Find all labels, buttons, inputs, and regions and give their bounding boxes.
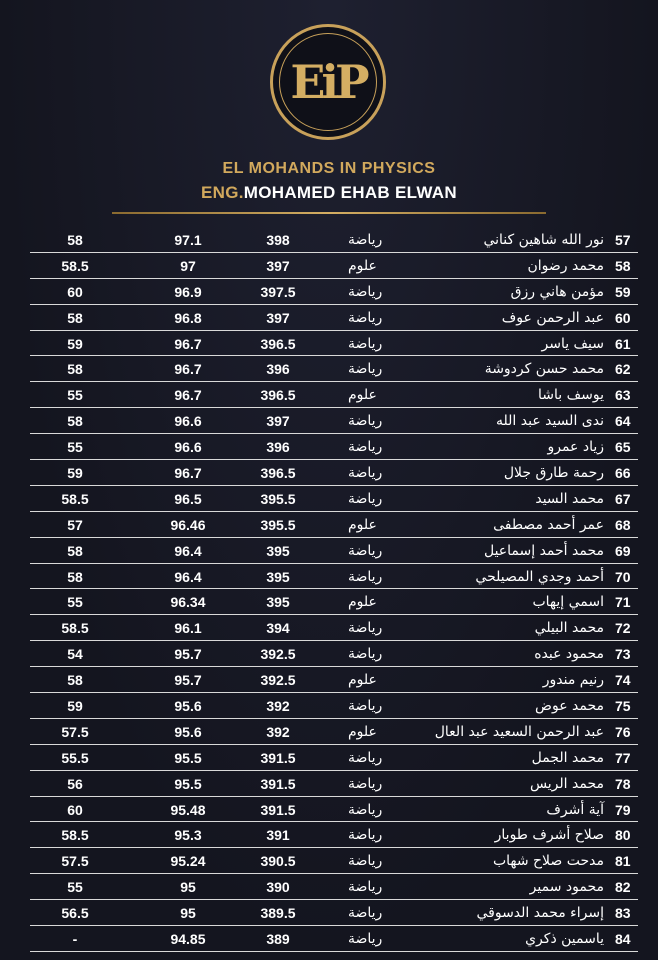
track-cell: رياضة [348, 335, 383, 352]
percentage-cell: 96.7 [174, 335, 202, 352]
track-cell: علوم [348, 594, 377, 611]
table-row [30, 926, 638, 952]
track-cell: رياضة [348, 620, 383, 637]
total-score-cell: 395 [266, 542, 290, 559]
table-row [30, 538, 638, 564]
physics-score-cell: - [72, 931, 78, 948]
rank-cell: 67 [615, 490, 631, 507]
percentage-cell: 95 [180, 879, 196, 896]
table-row [30, 797, 638, 823]
student-name-cell: رنيم مندور [542, 672, 604, 689]
table-row [30, 641, 638, 667]
percentage-cell: 96.8 [174, 309, 202, 326]
rank-cell: 80 [615, 827, 631, 844]
student-name-cell: محمد الريس [529, 775, 604, 792]
table-row [30, 356, 638, 382]
total-score-cell: 397 [266, 309, 290, 326]
physics-score-cell: 59 [67, 698, 83, 715]
track-cell: رياضة [348, 749, 383, 766]
percentage-cell: 97 [180, 257, 196, 274]
physics-score-cell: 55.5 [61, 749, 89, 766]
track-cell: رياضة [348, 646, 383, 663]
table-row [30, 564, 638, 590]
physics-score-cell: 58 [67, 309, 83, 326]
physics-score-cell: 58.5 [61, 490, 89, 507]
table-row [30, 331, 638, 357]
rank-cell: 73 [615, 646, 631, 663]
student-name-cell: يوسف باشا [538, 387, 604, 404]
physics-score-cell: 57.5 [61, 723, 89, 740]
track-cell: رياضة [348, 827, 383, 844]
total-score-cell: 398 [266, 232, 290, 248]
total-score-cell: 391.5 [260, 775, 296, 792]
total-score-cell: 391.5 [260, 749, 296, 766]
total-score-cell: 397 [266, 257, 290, 274]
table-row [30, 512, 638, 538]
physics-score-cell: 58.5 [61, 620, 89, 637]
track-cell: علوم [348, 387, 377, 404]
total-score-cell: 391.5 [260, 801, 296, 818]
track-cell: رياضة [348, 775, 383, 792]
table-row [30, 745, 638, 771]
physics-score-cell: 57 [67, 516, 83, 533]
rank-cell: 59 [615, 283, 631, 300]
physics-score-cell: 55 [67, 879, 83, 896]
table-row [30, 227, 638, 253]
track-cell: رياضة [348, 568, 383, 585]
rank-cell: 83 [615, 905, 631, 922]
physics-score-cell: 55 [67, 439, 83, 456]
physics-score-cell: 58.5 [61, 827, 89, 844]
track-cell: رياضة [348, 905, 383, 922]
physics-score-cell: 57.5 [61, 853, 89, 870]
student-name-cell: محمد حسن كردوشة [484, 361, 604, 378]
table-row [30, 279, 638, 305]
track-cell: رياضة [348, 801, 383, 818]
total-score-cell: 394 [266, 620, 290, 637]
track-cell: رياضة [348, 853, 383, 870]
student-name-cell: عبد الرحمن السعيد عبد العال [434, 723, 604, 740]
track-cell: رياضة [348, 465, 383, 482]
total-score-cell: 395 [266, 568, 290, 585]
student-name-cell: آية أشرف [546, 801, 604, 818]
track-cell: رياضة [348, 361, 383, 378]
table-row [30, 848, 638, 874]
physics-score-cell: 58.5 [61, 257, 89, 274]
rank-cell: 66 [615, 465, 631, 482]
rank-cell: 68 [615, 516, 631, 533]
percentage-cell: 95 [180, 905, 196, 922]
logo-text: EiP [290, 55, 366, 109]
rank-cell: 78 [615, 775, 631, 792]
total-score-cell: 396.5 [260, 465, 296, 482]
total-score-cell: 397 [266, 413, 290, 430]
student-name-cell: محمد أحمد إسماعيل [483, 542, 604, 559]
percentage-cell: 94.85 [170, 931, 206, 948]
student-name-cell: محمود عبده [534, 646, 604, 663]
track-cell: رياضة [348, 413, 383, 430]
total-score-cell: 396.5 [260, 335, 296, 352]
student-name-cell: ندى السيد عبد الله [496, 413, 604, 430]
rank-cell: 57 [615, 232, 631, 248]
brand-title: EL MOHANDS IN PHYSICS [222, 160, 436, 177]
physics-score-cell: 59 [67, 335, 83, 352]
percentage-cell: 96.7 [174, 465, 202, 482]
brand-subtitle [0, 183, 658, 203]
physics-score-cell: 58 [67, 672, 83, 689]
header [0, 0, 658, 230]
table-row [30, 305, 638, 331]
percentage-cell: 95.7 [174, 646, 202, 663]
total-score-cell: 390 [266, 879, 290, 896]
physics-score-cell: 60 [67, 283, 83, 300]
table-row [30, 486, 638, 512]
track-cell: علوم [348, 723, 377, 740]
total-score-cell: 392 [266, 698, 290, 715]
track-cell: علوم [348, 516, 377, 533]
rank-cell: 84 [615, 931, 631, 948]
track-cell: رياضة [348, 309, 383, 326]
total-score-cell: 392.5 [260, 646, 296, 663]
table-row [30, 434, 638, 460]
total-score-cell: 390.5 [260, 853, 296, 870]
rank-cell: 58 [615, 257, 631, 274]
rank-cell: 77 [615, 749, 631, 766]
rank-cell: 63 [615, 387, 631, 404]
percentage-cell: 96.7 [174, 387, 202, 404]
percentage-cell: 96.7 [174, 361, 202, 378]
percentage-cell: 96.9 [174, 283, 202, 300]
student-name-cell: محمد الجمل [531, 749, 604, 766]
student-name-cell: عبد الرحمن عوف [501, 309, 604, 326]
track-cell: رياضة [348, 232, 383, 248]
track-cell: علوم [348, 257, 377, 274]
table-row [30, 589, 638, 615]
total-score-cell: 391 [266, 827, 290, 844]
student-name-cell: صلاح أشرف طوبار [494, 827, 604, 844]
percentage-cell: 97.1 [174, 232, 202, 248]
rank-cell: 76 [615, 723, 631, 740]
table-row [30, 667, 638, 693]
student-name-cell: سيف ياسر [541, 335, 604, 352]
rank-cell: 82 [615, 879, 631, 896]
student-name-cell: أحمد وجدي المصيلحي [475, 568, 604, 585]
rank-cell: 75 [615, 698, 631, 715]
student-name-cell: محمد السيد [535, 490, 604, 507]
total-score-cell: 389.5 [260, 905, 296, 922]
physics-score-cell: 59 [67, 465, 83, 482]
total-score-cell: 397.5 [260, 283, 296, 300]
gold-divider [112, 212, 546, 214]
results-table [30, 227, 638, 952]
table-row [30, 693, 638, 719]
physics-score-cell: 55 [67, 594, 83, 611]
percentage-cell: 96.1 [174, 620, 202, 637]
physics-score-cell: 56.5 [61, 905, 89, 922]
percentage-cell: 96.4 [174, 568, 202, 585]
student-name-cell: رحمة طارق جلال [503, 465, 604, 482]
table-row [30, 719, 638, 745]
percentage-cell: 96.34 [170, 594, 206, 611]
student-name-cell: اسمي إيهاب [532, 594, 604, 611]
total-score-cell: 389 [266, 931, 290, 948]
percentage-cell: 96.5 [174, 490, 202, 507]
physics-score-cell: 58 [67, 361, 83, 378]
percentage-cell: 95.5 [174, 749, 202, 766]
total-score-cell: 396 [266, 361, 290, 378]
student-name-cell: زياد عمرو [547, 439, 604, 456]
percentage-cell: 95.7 [174, 672, 202, 689]
table-row [30, 460, 638, 486]
total-score-cell: 395.5 [260, 490, 296, 507]
student-name-cell: ياسمين ذكري [525, 931, 604, 948]
rank-cell: 64 [615, 413, 631, 430]
physics-score-cell: 58 [67, 413, 83, 430]
student-name-cell: محمود سمير [529, 879, 604, 896]
percentage-cell: 95.6 [174, 698, 202, 715]
rank-cell: 69 [615, 542, 631, 559]
track-cell: رياضة [348, 439, 383, 456]
rank-cell: 72 [615, 620, 631, 637]
rank-cell: 81 [615, 853, 631, 870]
rank-cell: 74 [615, 672, 631, 689]
percentage-cell: 95.3 [174, 827, 202, 844]
rank-cell: 79 [615, 801, 631, 818]
rank-cell: 60 [615, 309, 631, 326]
physics-score-cell: 55 [67, 387, 83, 404]
student-name-cell: محمد رضوان [527, 257, 604, 274]
table-row [30, 771, 638, 797]
table-row [30, 382, 638, 408]
rank-cell: 65 [615, 439, 631, 456]
student-name-cell: مدحت صلاح شهاب [492, 853, 604, 870]
table-row [30, 615, 638, 641]
rank-cell: 62 [615, 361, 631, 378]
total-score-cell: 396.5 [260, 387, 296, 404]
student-name-cell: عمر أحمد مصطفى [493, 516, 604, 533]
percentage-cell: 96.46 [170, 516, 206, 533]
track-cell: رياضة [348, 490, 383, 507]
total-score-cell: 392.5 [260, 672, 296, 689]
rank-cell: 71 [615, 594, 631, 611]
student-name-cell: إسراء محمد الدسوقي [476, 905, 604, 922]
percentage-cell: 95.48 [170, 801, 206, 818]
physics-score-cell: 58 [67, 568, 83, 585]
rank-cell: 70 [615, 568, 631, 585]
total-score-cell: 392 [266, 723, 290, 740]
percentage-cell: 95.6 [174, 723, 202, 740]
student-name-cell: محمد البيلي [534, 620, 604, 637]
total-score-cell: 395.5 [260, 516, 296, 533]
track-cell: رياضة [348, 283, 383, 300]
percentage-cell: 96.6 [174, 413, 202, 430]
track-cell: رياضة [348, 931, 383, 948]
brand-subtitle-name: MOHAMED EHAB ELWAN [243, 183, 457, 202]
table-row [30, 874, 638, 900]
table-row [30, 822, 638, 848]
percentage-cell: 95.5 [174, 775, 202, 792]
logo [270, 24, 386, 140]
total-score-cell: 396 [266, 439, 290, 456]
physics-score-cell: 58 [67, 232, 83, 248]
percentage-cell: 95.24 [170, 853, 206, 870]
percentage-cell: 96.6 [174, 439, 202, 456]
student-name-cell: نور الله شاهين كناني [483, 232, 604, 248]
total-score-cell: 395 [266, 594, 290, 611]
track-cell: رياضة [348, 542, 383, 559]
student-name-cell: مؤمن هاني رزق [510, 283, 604, 300]
table-row [30, 900, 638, 926]
student-name-cell: محمد عوض [535, 698, 604, 715]
physics-score-cell: 54 [67, 646, 83, 663]
table-row [30, 253, 638, 279]
rank-cell: 61 [615, 335, 631, 352]
track-cell: رياضة [348, 698, 383, 715]
table-row [30, 408, 638, 434]
physics-score-cell: 58 [67, 542, 83, 559]
track-cell: علوم [348, 672, 377, 689]
percentage-cell: 96.4 [174, 542, 202, 559]
physics-score-cell: 60 [67, 801, 83, 818]
physics-score-cell: 56 [67, 775, 83, 792]
brand-subtitle-prefix: ENG. [201, 183, 244, 202]
track-cell: رياضة [348, 879, 383, 896]
